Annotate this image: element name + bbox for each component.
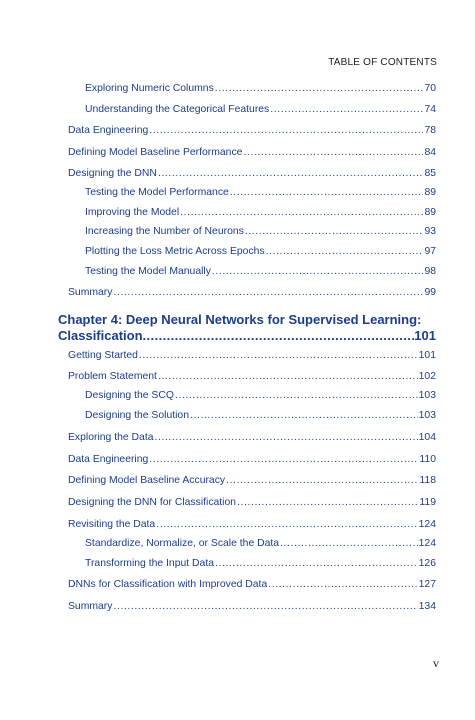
leader-dots (139, 349, 418, 363)
toc-entry-page: 126 (418, 558, 436, 569)
toc-entry-title: Data Engineering (68, 454, 149, 465)
toc-entry-title: Designing the Solution (85, 410, 189, 421)
toc-entry-title: Testing the Model Manually (85, 266, 211, 277)
toc-entry-page: 103 (418, 390, 436, 401)
leader-dots (149, 453, 418, 467)
toc-entry[interactable] (85, 186, 436, 200)
toc-entry[interactable] (85, 82, 436, 96)
toc-entry[interactable] (68, 370, 436, 384)
toc-entry-page: 85 (424, 168, 436, 179)
leader-dots (180, 206, 423, 220)
toc-entry-title: Designing the DNN (68, 168, 157, 179)
toc-entry[interactable] (68, 600, 436, 614)
toc-entry-page: 89 (424, 207, 436, 218)
toc-entry-title: Problem Statement (68, 371, 157, 382)
toc-entry[interactable] (85, 225, 436, 239)
toc-entry[interactable] (68, 124, 436, 138)
toc-entry[interactable] (68, 474, 436, 488)
toc-entry-title: Summary (68, 601, 113, 612)
toc-entry[interactable] (68, 496, 436, 510)
toc-entry-title: Getting Started (68, 350, 138, 361)
toc-entry-page: 103 (418, 410, 436, 421)
toc-entry-title: Designing the DNN for Classification (68, 497, 237, 508)
toc-entry-page: 84 (424, 147, 436, 158)
toc-entry-page: 110 (419, 454, 436, 465)
toc-entry-title: Summary (68, 287, 113, 298)
toc-entry-page: 98 (424, 266, 436, 277)
toc-entry-title: DNNs for Classification with Improved Data (68, 579, 268, 590)
toc-entry-page: 104 (418, 432, 436, 443)
toc-entry[interactable] (68, 286, 436, 300)
toc-entry-page: 127 (418, 579, 436, 590)
toc-entry-title: Increasing the Number of Neurons (85, 226, 244, 237)
toc-entry[interactable] (85, 206, 436, 220)
toc-entry-title: Data Engineering (68, 125, 149, 136)
toc-entry[interactable] (85, 103, 436, 117)
toc-entry-title: Exploring the Data (68, 432, 154, 443)
leader-dots (243, 146, 423, 160)
toc-entry-page: 97 (424, 246, 436, 257)
page-number: v (433, 656, 439, 670)
toc-entry-page: 93 (424, 226, 436, 237)
toc-entry-page: 124 (418, 538, 436, 549)
toc-entry-page: 134 (418, 601, 436, 612)
leader-dots (154, 431, 417, 445)
toc-entry-title: Standardize, Normalize, or Scale the Data (85, 538, 280, 549)
toc-entry[interactable] (68, 518, 436, 532)
toc-entry[interactable] (85, 557, 436, 571)
toc-entry[interactable] (68, 578, 436, 592)
toc-entry[interactable] (68, 431, 436, 445)
toc-entry-page: 124 (418, 519, 436, 530)
leader-dots (237, 496, 418, 510)
chapter-heading[interactable] (58, 312, 436, 344)
leader-dots (149, 124, 423, 138)
toc-entry-page: 70 (424, 83, 436, 94)
leader-dots (215, 82, 424, 96)
leader-dots (268, 578, 417, 592)
leader-dots (212, 265, 424, 279)
leader-dots (190, 409, 418, 423)
toc-entry[interactable] (68, 167, 436, 181)
toc-entry-title: Defining Model Baseline Performance (68, 147, 243, 158)
toc-entry-title: Testing the Model Performance (85, 187, 229, 198)
toc-entry-page: 99 (424, 287, 436, 298)
toc-entry[interactable] (85, 245, 436, 259)
toc-entry[interactable] (85, 409, 436, 423)
toc-entry-page: 101 (418, 350, 436, 361)
toc-entry-page: 89 (424, 187, 436, 198)
leader-dots (158, 370, 418, 384)
chapter-page: 101 (414, 328, 436, 343)
toc-entry[interactable] (85, 389, 436, 403)
toc-entry[interactable] (68, 453, 436, 467)
leader-dots (226, 474, 418, 488)
chapter-title-line1: Chapter 4: Deep Neural Networks for Supervised Learning: (58, 312, 422, 327)
leader-dots (175, 389, 418, 403)
running-header: TABLE OF CONTENTS (328, 57, 437, 68)
toc-entry-page: 74 (424, 104, 436, 115)
leader-dots (215, 557, 418, 571)
toc-entry[interactable] (85, 537, 436, 551)
toc-entry[interactable] (68, 146, 436, 160)
leader-dots (113, 600, 417, 614)
toc-entry[interactable] (68, 349, 436, 363)
leader-dots (245, 225, 424, 239)
toc-entry-page: 78 (424, 125, 436, 136)
toc-entry-title: Transforming the Input Data (85, 558, 214, 569)
toc-entry-title: Designing the SCQ (85, 390, 174, 401)
chapter-title-continued: Classification (58, 328, 143, 343)
toc-entry-page: 118 (419, 475, 436, 486)
toc-entry-title: Defining Model Baseline Accuracy (68, 475, 226, 486)
leader-dots (270, 103, 423, 117)
toc-entry-title: Understanding the Categorical Features (85, 104, 270, 115)
leader-dots (113, 286, 423, 300)
toc-entry-title: Improving the Model (85, 207, 180, 218)
leader-dots (266, 245, 424, 259)
toc-entry-title: Plotting the Loss Metric Across Epochs (85, 246, 265, 257)
chapter-title-line2 (58, 328, 436, 344)
leader-dots (156, 518, 417, 532)
toc-entry-page: 102 (418, 371, 436, 382)
toc-entry[interactable] (85, 265, 436, 279)
leader-dots (143, 328, 415, 344)
leader-dots (230, 186, 424, 200)
toc-entry-title: Exploring Numeric Columns (85, 83, 214, 94)
toc-entry-title: Revisiting the Data (68, 519, 156, 530)
toc-entry-page: 119 (419, 497, 436, 508)
leader-dots (280, 537, 418, 551)
leader-dots (158, 167, 423, 181)
